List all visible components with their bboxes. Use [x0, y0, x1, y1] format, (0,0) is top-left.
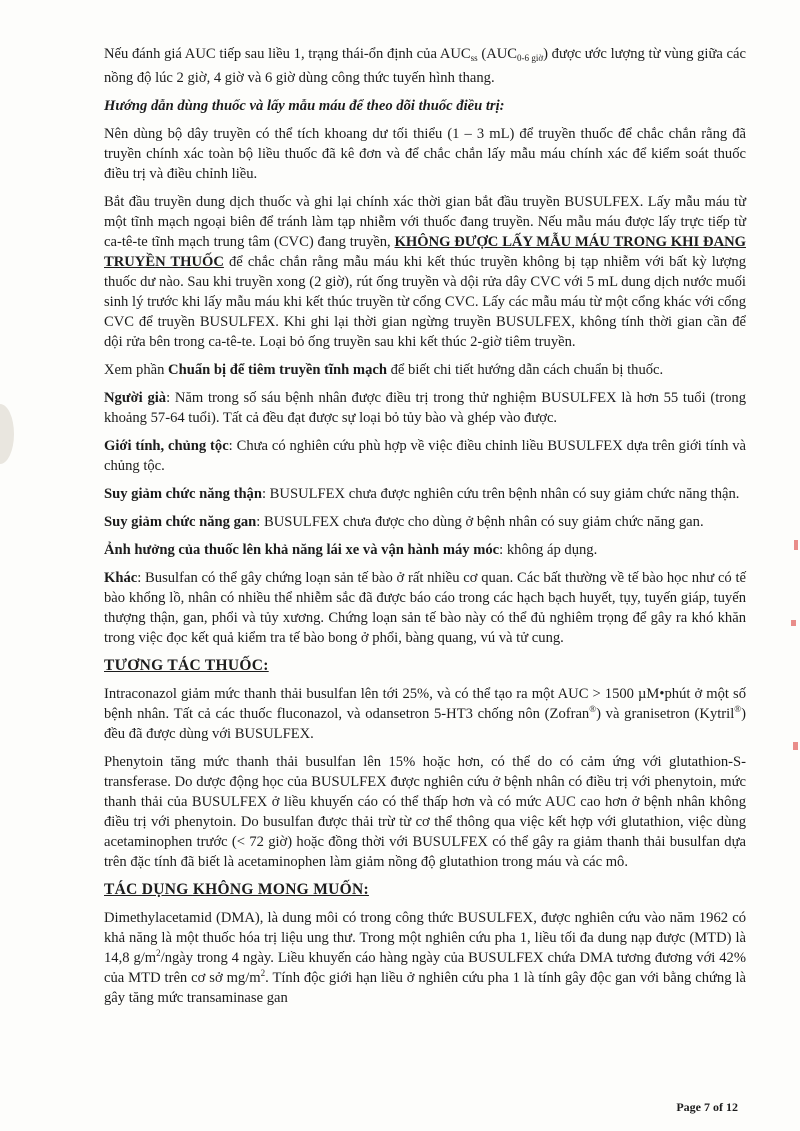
guide-paragraph-1: Nên dùng bộ dây truyền có thể tích khoang dư tối thiểu (1 – 3 mL) để truyền thuốc để chắc chắn rằng đã truyền chính xác toàn bộ liều thuốc đã kê đơn và để chắc chắn lấy mẫu máu chính xác để kiểm soát thuốc điều trị và điều chỉnh liều.	[104, 126, 746, 182]
elderly-label: Người già	[104, 390, 167, 406]
driving-paragraph: Ảnh hưởng của thuốc lên khả năng lái xe và vận hành máy móc: không áp dụng.	[104, 542, 598, 558]
other-label: Khác	[104, 570, 138, 586]
interactions-heading: TƯƠNG TÁC THUỐC:	[104, 657, 269, 674]
adverse-paragraph-1: Dimethylacetamid (DMA), là dung môi có trong công thức BUSULFEX, được nghiên cứu vào năm 1962 có khả năng là một thuốc hóa trị liệu ung thư. Trong một nghiên cứu pha 1, liều tối đa dung nạp được (MTD) là 14,8 $g/m^2$/ngày trong 4 ngày. Liều khuyến cáo hàng ngày của BUSULFEX chứa DMA tương đương với 42% của MTD trên cơ sở $mg/m^2$. Tính độc giới hạn liều ở nghiên cứu pha 1 là tính gây độc gan với bằng chứng là gây tăng mức transaminase gan	[104, 910, 746, 1006]
guide-paragraph-2: Bắt đầu truyền dung dịch thuốc và ghi lại chính xác thời gian bắt đầu truyền BUSULFEX. Lấy mẫu máu từ một tĩnh mạch ngoại biên để tránh làm tạp nhiễm với thuốc đang truyền. Nếu mẫu máu được lấy trực tiếp từ ca-tê-te tĩnh mạch trung tâm (CVC) đang truyền, KHÔNG ĐƯỢC LẤY MẪU MÁU TRONG KHI ĐANG TRUYỀN THUỐC để chắc chắn rằng mẫu máu khi kết thúc truyền không bị tạp nhiễm với bất kỳ lượng thuốc dư nào. Sau khi truyền xong (2 giờ), rút ống truyền và dội rửa dây CVC với 5 mL dung dịch nước muối sinh lý trước khi lấy mẫu máu khi kết thúc truyền từ cổng CVC. Lấy các mẫu máu từ một cổng khác với cổng CVC để truyền BUSULFEX. Khi ghi lại thời gian ngừng truyền BUSULFEX, không tính thời gian cần để dội rửa bên trong ca-tê-te. Loại bỏ ống truyền sau khi kết thúc 2-giờ tiêm truyền.	[104, 194, 746, 350]
interactions-paragraph-1: Intraconazol giảm mức thanh thải busulfan lên tới 25%, và có thể tạo ra một AUC > 1500 µM•phút ở một số bệnh nhân. Tất cả các thuốc fluconazol, và odansetron 5-HT3 chống nôn (Zofran®) và granisetron (Kytril®) đều đã được dùng với BUSULFEX.	[104, 686, 746, 742]
guide-paragraph-3: Xem phần Chuẩn bị để tiêm truyền tĩnh mạch để biết chi tiết hướng dẫn cách chuẩn bị thuốc.	[104, 362, 664, 378]
edge-mark	[793, 742, 798, 750]
guide-heading: Hướng dẫn dùng thuốc và lấy mẫu máu để theo dõi thuốc điều trị:	[104, 98, 505, 114]
hepatic-paragraph: Suy giảm chức năng gan: BUSULFEX chưa được cho dùng ở bệnh nhân có suy giảm chức năng gan.	[104, 514, 704, 530]
hepatic-label: Suy giảm chức năng gan	[104, 514, 257, 530]
other-paragraph: Khác: Busulfan có thể gây chứng loạn sản tế bào ở rất nhiều cơ quan. Các bất thường về tế bào học như có tế bào khổng lồ, nhân có nhiều thể nhiễm sắc đã được báo cáo trong các hạch bạch huyết, tụy, tuyến giáp, tuyến thượng thận, gan, phổi và tủy xương. Chứng loạn sản tế bào này có thể đủ nghiêm trọng để gây ra khó khăn trong việc đọc kết quả kiểm tra tế bào bong ở phổi, bàng quang, vú và tử cung.	[104, 570, 746, 646]
intro-paragraph: Nếu đánh giá AUC tiếp sau liều 1, trạng thái-ổn định của $AUC_{ss}$ $(AUC_{0-6 giờ})$ được ước lượng từ vùng giữa các nồng độ lúc 2 giờ, 4 giờ và 6 giờ dùng công thức tuyến hình thang.	[104, 46, 746, 86]
scan-shadow	[0, 404, 14, 464]
edge-mark	[794, 540, 798, 550]
elderly-paragraph: Người già: Năm trong số sáu bệnh nhân được điều trị trong thử nghiệm BUSULFEX là hơn 55 tuổi (trong khoảng 57-64 tuổi). Tất cả đều đạt được sự loại bỏ tủy bào và ghép vào được.	[104, 390, 747, 426]
edge-mark	[791, 620, 796, 626]
interactions-paragraph-2: Phenytoin tăng mức thanh thải busulfan lên 15% hoặc hơn, có thể do có cảm ứng với glutathion-S-transferase. Do dược động học của BUSULFEX được nghiên cứu ở bệnh nhân có điều trị với phenytoin, mức thanh thải của BUSULFEX ở liều khuyến cáo có thể thấp hơn và có mức AUC cao hơn ở bệnh nhân không điều trị với phenytoin. Do busulfan được thải trừ từ cơ thể thông qua việc kết hợp với glutathion, việc dùng acetaminophen trước (< 72 giờ) hoặc đồng thời với BUSULFEX có thể gây ra giảm thanh thải busulfan dựa trên đặc tính đã biết là acetaminophen làm giảm nồng độ glutathion trong máu và các mô.	[104, 754, 746, 870]
adverse-heading: TÁC DỤNG KHÔNG MONG MUỐN:	[104, 881, 369, 898]
renal-paragraph: Suy giảm chức năng thận: BUSULFEX chưa được nghiên cứu trên bệnh nhân có suy giảm chức năng thận.	[104, 486, 740, 502]
renal-label: Suy giảm chức năng thận	[104, 486, 262, 502]
gender-label: Giới tính, chủng tộc	[104, 438, 229, 454]
document-page	[104, 44, 746, 1016]
page-number: Page 7 of 12	[676, 1100, 738, 1114]
gender-paragraph: Giới tính, chủng tộc: Chưa có nghiên cứu phù hợp về việc điều chỉnh liều BUSULFEX dựa trên giới tính và chủng tộc.	[104, 438, 746, 474]
prep-reference: Chuẩn bị để tiêm truyền tĩnh mạch	[168, 362, 387, 378]
driving-label: Ảnh hưởng của thuốc lên khả năng lái xe và vận hành máy móc	[104, 542, 500, 558]
warning-text: KHÔNG ĐƯỢC LẤY MẪU MÁU TRONG KHI ĐANG TRUYỀN THUỐC	[104, 234, 746, 270]
